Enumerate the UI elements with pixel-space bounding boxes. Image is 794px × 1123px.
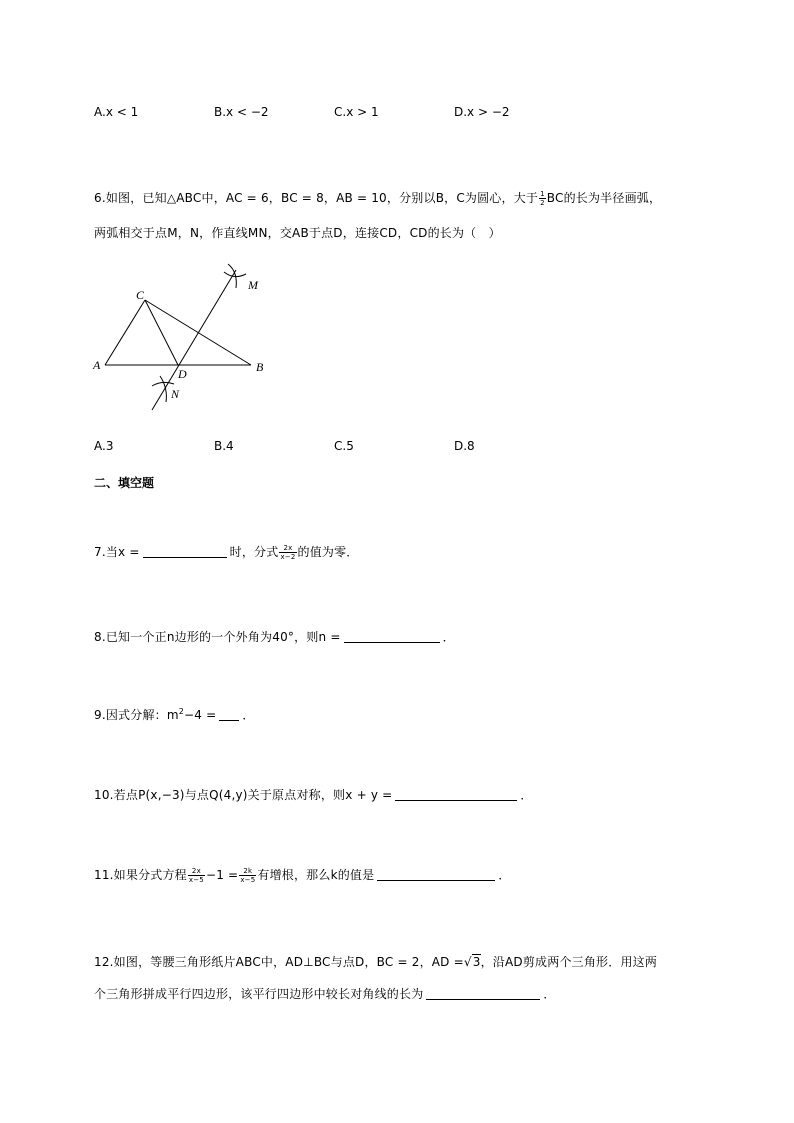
q7-c: 的值为零． <box>297 545 359 559</box>
q11 <box>94 866 511 884</box>
label-b: B <box>256 360 264 374</box>
q11-frac1-den: x−5 <box>188 876 204 884</box>
q9-answer-blank[interactable] <box>219 708 239 721</box>
q9 <box>94 706 255 723</box>
label-d: D <box>178 367 187 381</box>
q7-frac-den: x−2 <box>280 553 296 561</box>
q11-a: 11.如果分式方程 <box>94 868 187 882</box>
q10 <box>94 786 533 803</box>
q7-frac-num: 2x <box>279 544 296 553</box>
q11-d: ． <box>498 868 511 882</box>
sqrt-symbol: √ <box>463 955 472 969</box>
q6-triangle-figure <box>88 258 278 418</box>
q5-option-b: B.x < −2 <box>214 105 269 119</box>
q6-line1-a: 6.如图，已知△ABC中，AC = 6，BC = 8，AB = 10，分别以B，C为圆心，大于 <box>94 191 539 205</box>
q11-frac1-num: 2x <box>188 867 205 876</box>
label-m: M <box>248 278 258 292</box>
q6-option-d: D.8 <box>454 439 475 453</box>
arc-n-2 <box>160 376 166 402</box>
q11-frac2-den: x−5 <box>240 876 256 884</box>
q6-line1-b: BC的长为半径画弧， <box>546 191 662 205</box>
q7-b: 时，分式 <box>229 545 279 559</box>
q8-b: ． <box>442 630 455 644</box>
section-heading: 二、填空题 <box>94 476 155 490</box>
q7-fraction <box>279 544 296 561</box>
q11-c: 有增根，那么k的值是 <box>257 868 375 882</box>
q9-b: −4 = <box>184 708 217 722</box>
q12-line1-a: 12.如图，等腰三角形纸片ABC中，AD <box>94 955 304 969</box>
q12-answer-blank[interactable] <box>426 987 540 1000</box>
q6-option-a: A.3 <box>94 439 114 453</box>
q5-option-c: C.x > 1 <box>334 105 379 119</box>
q11-fraction-left <box>188 867 205 884</box>
q6-option-b: B.4 <box>214 439 234 453</box>
label-a: A <box>93 358 101 372</box>
q10-a: 10.若点P(x,−3)与点Q(4,y)关于原点对称，则x + y = <box>94 788 393 802</box>
q9-c: ． <box>242 708 255 722</box>
q8-a: 8.已知一个正n边形的一个外角为40°，则n = <box>94 630 341 644</box>
line-mn <box>152 270 236 410</box>
q9-sup: 2 <box>178 707 185 716</box>
perpendicular-symbol: ⊥ <box>303 955 314 969</box>
q11-fraction-right <box>239 867 256 884</box>
q12-line1 <box>94 953 657 970</box>
q12-line2 <box>94 985 556 1002</box>
q6-line2: 两弧相交于点M，N，作直线MN，交AB于点D，连接CD，CD的长为（ ） <box>94 226 501 240</box>
label-c: C <box>136 288 145 302</box>
q10-answer-blank[interactable] <box>395 788 517 801</box>
q11-answer-blank[interactable] <box>377 868 495 881</box>
q5-option-a: A.x < 1 <box>94 105 139 119</box>
q6-line1 <box>94 189 661 207</box>
q8-answer-blank[interactable] <box>344 630 440 643</box>
q5-option-d: D.x > −2 <box>454 105 510 119</box>
q12-line1-b: BC与点D，BC = 2，AD = <box>313 955 464 969</box>
q9-a: 9.因式分解：m <box>94 708 179 722</box>
q8 <box>94 628 455 645</box>
segment-ac <box>105 300 145 365</box>
q12-line1-c: ，沿AD剪成两个三角形．用这两 <box>480 955 658 969</box>
q7-a: 7.当x = <box>94 545 140 559</box>
q12-line2-a: 个三角形拼成平行四边形，该平行四边形中较长对角线的长为 <box>94 987 424 1001</box>
q6-fraction <box>539 190 546 207</box>
q11-b: −1 = <box>205 868 239 882</box>
q12-line2-b: ． <box>543 987 556 1001</box>
q11-frac2-num: 2k <box>239 867 256 876</box>
q7 <box>94 543 359 561</box>
sqrt-value: 3 <box>472 955 481 969</box>
label-n: N <box>171 387 180 401</box>
q7-answer-blank[interactable] <box>143 545 227 558</box>
q6-frac-num: 1 <box>540 190 545 198</box>
arc-n-1 <box>152 382 174 386</box>
q10-b: ． <box>520 788 533 802</box>
q6-option-c: C.5 <box>334 439 354 453</box>
q6-frac-den: 2 <box>540 199 545 207</box>
